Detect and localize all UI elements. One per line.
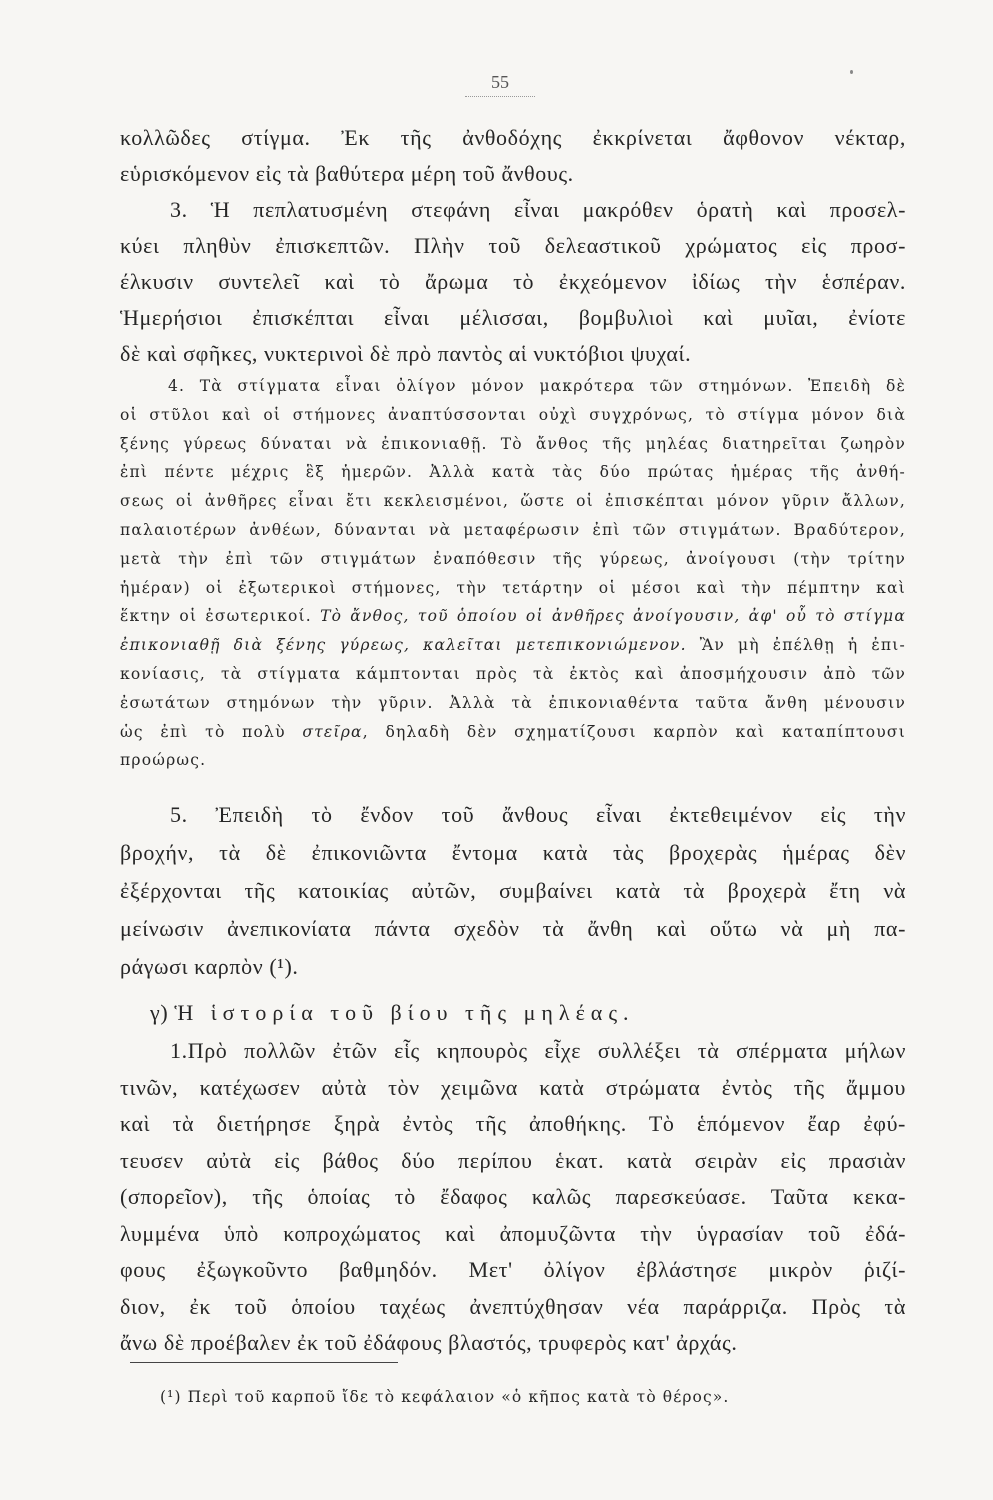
page-number-rule <box>465 96 535 97</box>
text-line: ἐπὶ πέντε μέχρις ἓξ ἡμερῶν. Ἀλλὰ κατὰ τὰς δύο πρώτας ἡμέρας τῆς ἀνθή- <box>120 463 906 482</box>
term-italic: στεῖρα <box>302 722 363 741</box>
text-line: βροχήν, τὰ δὲ ἐπικονιῶντα ἔντομα κατὰ τὰς βροχερὰς ἡμέρας δὲν <box>120 840 906 865</box>
footnote-separator <box>130 1362 398 1363</box>
text-line: διον, ἐκ τοῦ ὁποίου ταχέως ἀνεπτύχθησαν νέα παράρριζα. Πρὸς τὰ <box>120 1293 906 1319</box>
text-line: ἡμέραν) οἱ ἐξωτερικοὶ στήμονες, τὴν τετάρτην οἱ μέσοι καὶ τὴν πέμπτην καὶ <box>120 578 906 597</box>
text-line: 1.Πρὸ πολλῶν ἐτῶν εἷς κηπουρὸς εἶχε συλλέξει τὰ σπέρματα μήλων <box>170 1038 906 1063</box>
text-line: μετὰ τὴν ἐπὶ τῶν στιγμάτων ἐναπόθεσιν τῆς γύρεως, ἀνοίγουσι (τὴν τρίτην <box>120 549 906 568</box>
text-line: προώρως. <box>120 751 207 770</box>
text-line: ξένης γύρεως δύναται νὰ ἐπικονιαθῇ. Τὸ ἄνθος τῆς μηλέας διατηρεῖται ζωηρὸν <box>120 434 906 453</box>
paragraph-history-1 <box>120 1033 906 1362</box>
text-line: μείνωσιν ἀνεπικονίατα πάντα σχεδὸν τὰ ἄνθη καὶ οὕτω νὰ μὴ πα- <box>120 916 906 941</box>
page-number: 55 <box>491 72 509 92</box>
definition-italic: Τὸ ἄνθος, τοῦ ὁποίου οἱ ἀνθῆρες ἀνοίγουσιν, ἀφ' οὗ τὸ στίγμα <box>320 607 906 626</box>
definition-italic: ἐπικονιαθῇ διὰ ξένης γύρεως, καλεῖται μετεπικονιώμενον. <box>120 636 687 655</box>
text-line: έλκυσιν συντελεῖ καὶ τὸ ἄρωμα τὸ ἐκχεόμενον ἰδίως τὴν ἑσπέραν. <box>120 269 906 294</box>
footnote: (¹) Περὶ τοῦ καρποῦ ἴδε τὸ κεφάλαιον «ὁ κῆπος κατὰ τὸ θέρος». <box>160 1388 730 1406</box>
text-line: εὑρισκόμενον εἰς τὰ βαθύτερα μέρη τοῦ ἄνθους. <box>120 161 574 186</box>
text-line: 3. Ἡ πεπλατυσμένη στεφάνη εἶναι μακρόθεν ὁρατὴ καὶ προσελ- <box>170 197 906 222</box>
text-line: 4. Τὰ στίγματα εἶναι ὀλίγον μόνον μακρότερα τῶν στημόνων. Ἐπειδὴ δὲ <box>168 377 906 395</box>
text-line: καὶ τὰ διετήρησε ξηρὰ ἐντὸς τῆς ἀποθήκης. Τὸ ἑπόμενον ἔαρ ἐφύ- <box>120 1111 906 1136</box>
text-line: 5. Ἐπειδὴ τὸ ἔνδον τοῦ ἄνθους εἶναι ἐκτεθειμένον εἰς τὴν <box>170 802 906 827</box>
text-line: κολλῶδες στίγμα. Ἐκ τῆς ἀνθοδόχης ἐκκρίνεται ἄφθονον νέκταρ, <box>120 125 906 150</box>
text-line <box>120 602 906 631</box>
text-run: Ἂν μὴ ἐπέλθῃ ἡ ἐπι- <box>686 636 906 655</box>
text-line: οἱ στῦλοι καὶ οἱ στήμονες ἀναπτύσσονται οὐχὶ συγχρόνως, τὸ στίγμα μόνον διὰ <box>120 405 906 424</box>
text-line: κύει πληθὺν ἐπισκεπτῶν. Πλὴν τοῦ δελεαστικοῦ χρώματος εἰς προσ- <box>120 233 906 258</box>
text-line: Ἡμερήσιοι ἐπισκέπται εἶναι μέλισσαι, βομβυλιοὶ καὶ μυῖαι, ἐνίοτε <box>120 305 906 330</box>
text-line: τευσεν αὐτὰ εἰς βάθος δύο περίπου ἑκατ. κατὰ σειρὰν εἰς πρασιὰν <box>120 1147 906 1173</box>
text-line <box>120 718 906 747</box>
text-line: σεως οἱ ἀνθῆρες εἶναι ἔτι κεκλεισμένοι, ὥστε οἱ ἐπισκέπται μόνον γῦριν ἄλλων, <box>120 492 906 511</box>
text-run: ὡς ἐπὶ τὸ πολὺ <box>120 722 303 741</box>
heading-line <box>150 995 936 1031</box>
heading-title: Ἡ ἱστορία τοῦ βίου τῆς μηλέας. <box>174 1000 635 1025</box>
text-line: παλαιοτέρων ἀνθέων, δύνανται νὰ μεταφέρωσιν ἐπὶ τῶν στιγμάτων. Βραδύτερον, <box>120 520 906 539</box>
text-line <box>120 631 906 660</box>
ink-speck <box>850 70 853 74</box>
text-line: ἐσωτάτων στημόνων τὴν γῦριν. Ἀλλὰ τὰ ἐπικονιαθέντα ταῦτα ἄνθη μένουσιν <box>120 693 906 712</box>
text-run: ἕκτην οἱ ἐσωτερικοί. <box>120 607 321 626</box>
section-heading <box>150 995 936 1031</box>
text-line: τινῶν, κατέχωσεν αὐτὰ τὸν χειμῶνα κατὰ στρώματα ἐντὸς τῆς ἄμμου <box>120 1074 906 1100</box>
heading-prefix: γ) <box>150 1000 175 1025</box>
text-line: κονίασις, τὰ στίγματα κάμπτονται πρὸς τὰ ἐκτὸς καὶ ἀποσμήχουσιν ἀπὸ τῶν <box>120 664 906 683</box>
paragraph-5 <box>120 796 906 986</box>
text-line: δὲ καὶ σφῆκες, νυκτερινοὶ δὲ πρὸ παντὸς αἱ νυκτόβιοι ψυχαί. <box>120 341 692 366</box>
text-line: ἐξέρχονται τῆς κατοικίας αὐτῶν, συμβαίνει κατὰ τὰ βροχερὰ ἔτη νὰ <box>120 878 906 903</box>
paragraph-3 <box>120 120 906 372</box>
text-line: ράγωσι καρπὸν (¹). <box>120 954 299 979</box>
text-line: ἄνω δὲ προέβαλεν ἐκ τοῦ ἐδάφους βλαστός, τρυφερὸς κατ' ἀρχάς. <box>120 1330 738 1355</box>
text-line: λυμμένα ὑπὸ κοπροχώματος καὶ ἀπομυζῶντα τὴν ὑγρασίαν τοῦ ἐδά- <box>120 1220 906 1246</box>
text-run: , δηλαδὴ δὲν σχηματίζουσι καρπὸν καὶ καταπίπτουσι <box>362 722 906 741</box>
text-line: (σπορεῖον), τῆς ὁποίας τὸ ἔδαφος καλῶς παρεσκεύασε. Ταῦτα κεκα- <box>120 1184 906 1209</box>
text-line: φους ἐξωγκοῦντο βαθμηδόν. Μετ' ὀλίγον ἐβλάστησε μικρὸν ῥιζί- <box>120 1257 906 1282</box>
paragraph-4-small-print <box>120 372 906 775</box>
